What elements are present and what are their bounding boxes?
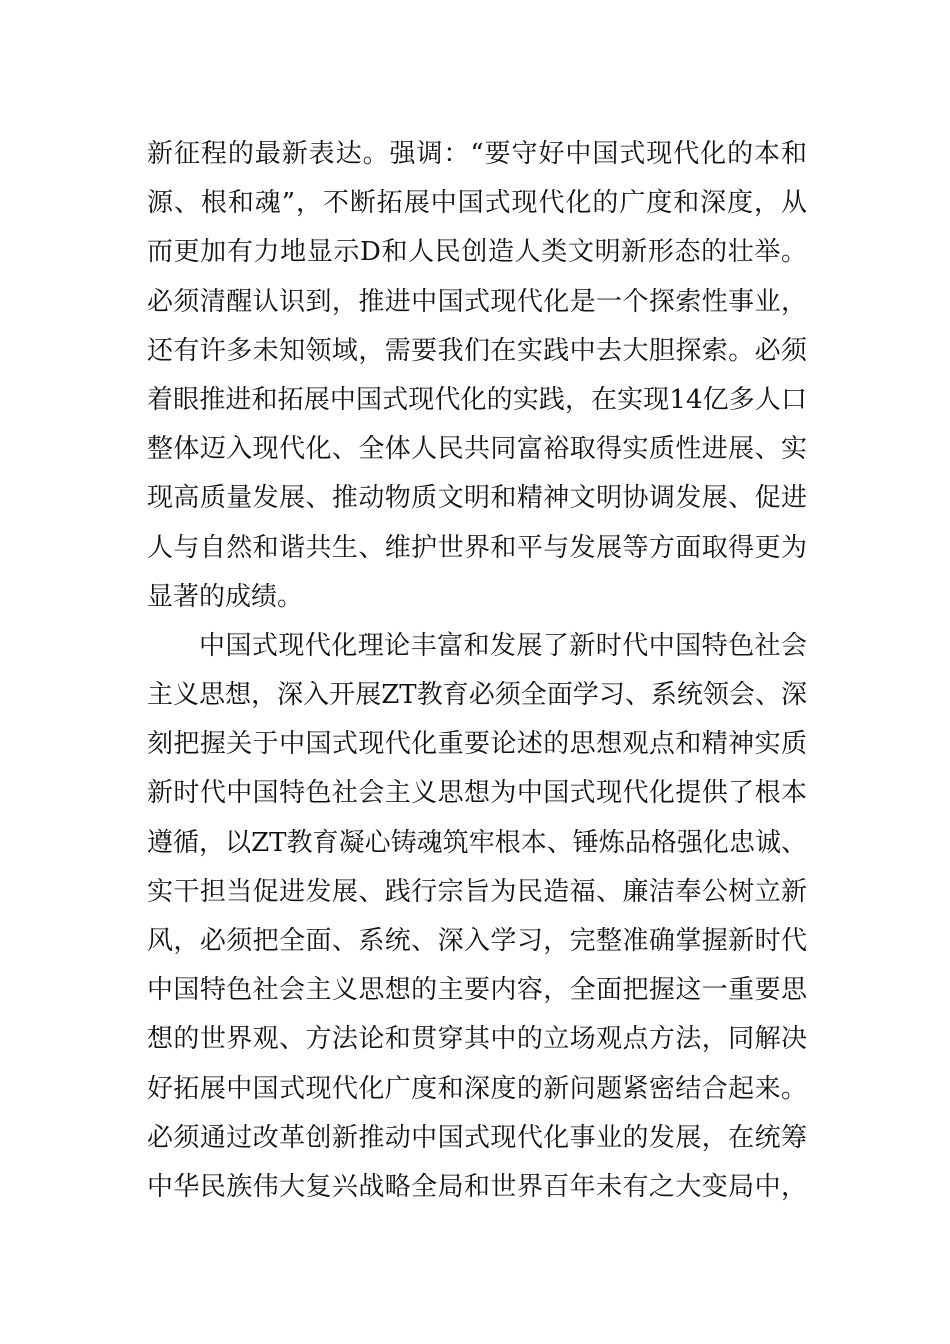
text-line: 显著的成绩。 <box>147 581 304 612</box>
text-line: 必须通过改革创新推动中国式现代化事业的发展，在统筹 <box>147 1122 807 1153</box>
text-line: 中华民族伟大复兴战略全局和世界百年未有之大变局中， <box>147 1171 807 1202</box>
text-line: 刻把握关于中国式现代化重要论述的思想观点和精神实质 <box>147 729 807 760</box>
text-line: 中国特色社会主义思想的主要内容，全面把握这一重要思 <box>147 975 807 1006</box>
text-line: 而更加有力地显示D和人民创造人类文明新形态的壮举。 <box>147 237 807 268</box>
text-line: 风，必须把全面、系统、深入学习，完整准确掌握新时代 <box>147 926 807 956</box>
text-line: 还有许多未知领域，需要我们在实践中去大胆探索。必须 <box>147 335 807 366</box>
text-line: 主义思想，深入开展ZT教育必须全面学习、系统领会、深 <box>147 680 807 711</box>
text-line: 新征程的最新表达。强调：“要守好中国式现代化的本和 <box>147 139 807 169</box>
text-line: 必须清醒认识到，推进中国式现代化是一个探索性事业， <box>147 286 807 317</box>
text-line: 源、根和魂”，不断拓展中国式现代化的广度和深度，从 <box>147 188 807 219</box>
paragraph-first-line: 中国式现代化理论丰富和发展了新时代中国特色社会 <box>199 630 807 661</box>
text-line: 整体迈入现代化、全体人民共同富裕取得实质性进展、实 <box>147 434 807 465</box>
text-line: 新时代中国特色社会主义思想为中国式现代化提供了根本 <box>147 778 807 809</box>
text-line: 好拓展中国式现代化广度和深度的新问题紧密结合起来。 <box>147 1073 807 1104</box>
text-line: 人与自然和谐共生、维护世界和平与发展等方面取得更为 <box>147 532 807 563</box>
text-line: 现高质量发展、推动物质文明和精神文明协调发展、促进 <box>147 483 807 514</box>
body-text <box>147 130 807 1212</box>
text-line: 遵循，以ZT教育凝心铸魂筑牢根本、锤炼品格强化忠诚、 <box>147 827 807 858</box>
text-line: 想的世界观、方法论和贯穿其中的立场观点方法，同解决 <box>147 1024 807 1055</box>
text-line: 着眼推进和拓展中国式现代化的实践，在实现14亿多人口 <box>147 384 807 415</box>
text-line: 实干担当促进发展、践行宗旨为民造福、廉洁奉公树立新 <box>147 876 807 907</box>
